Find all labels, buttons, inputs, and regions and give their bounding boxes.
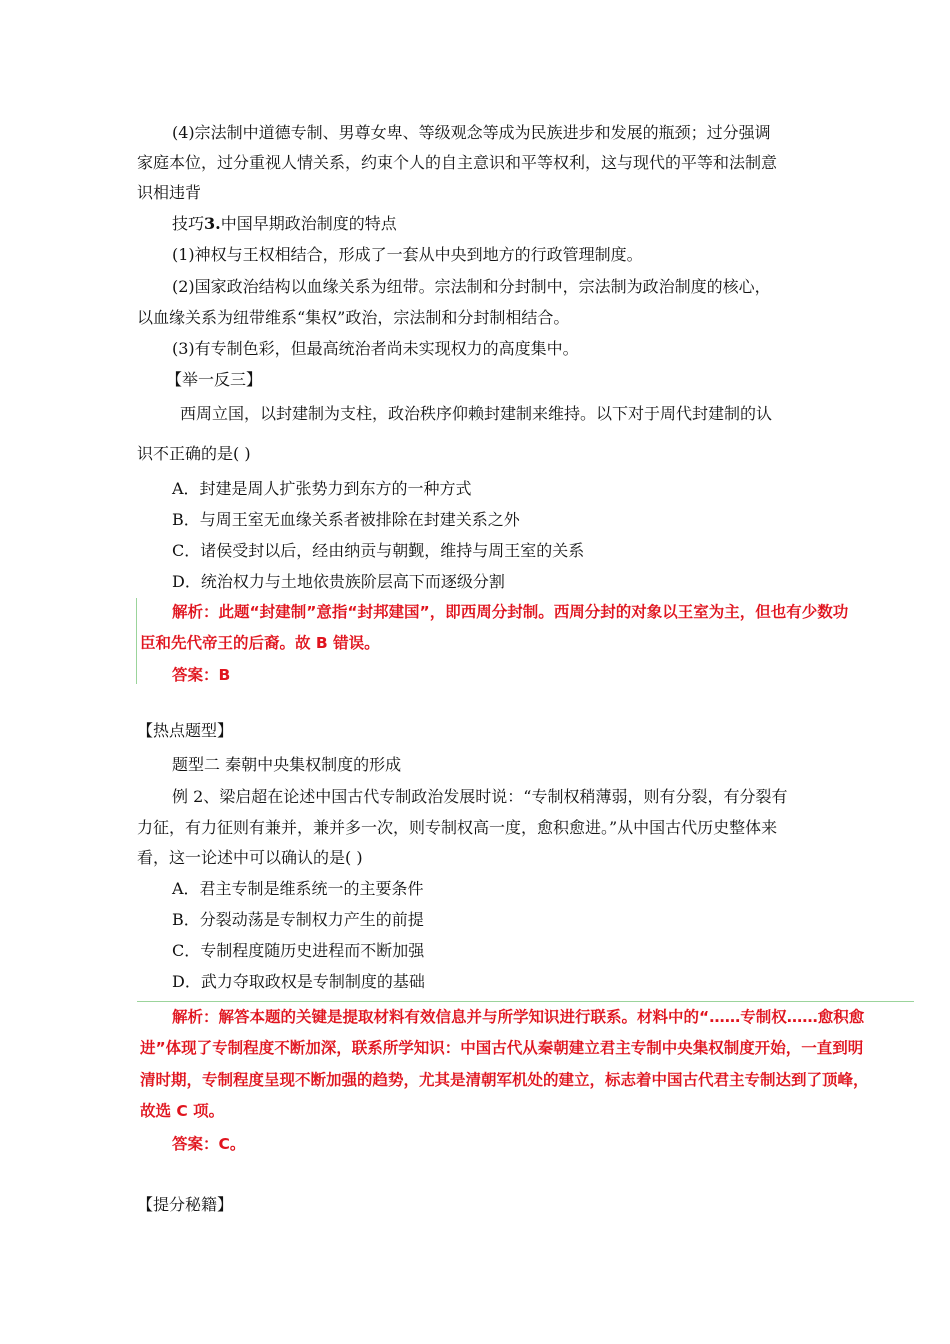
practice-option-b: B．与周王室无血缘关系者被排除在封建关系之外 <box>172 510 520 529</box>
practice-question-line-2: 识不正确的是( ) <box>137 444 251 463</box>
practice-heading: 【举一反三】 <box>166 370 263 389</box>
example-answer: 答案：C。 <box>172 1135 246 1153</box>
paragraph-4-line-3: 识相违背 <box>137 183 202 202</box>
skill-point-1: (1)神权与王权相结合，形成了一套从中央到地方的行政管理制度。 <box>172 245 643 264</box>
skill-3-number: 3. <box>204 214 221 233</box>
practice-answer: 答案：B <box>172 666 231 684</box>
example-line-1: 例 2、梁启超在论述中国古代专制政治发展时说：“专制权稍薄弱，则有分裂，有分裂有 <box>172 787 788 806</box>
practice-option-a: A．封建是周人扩张势力到东方的一种方式 <box>172 479 472 498</box>
example-line-2: 力征，有力征则有兼并，兼并多一次，则专制权高一度，愈积愈进。”从中国古代历史整体来 <box>137 818 778 837</box>
example-option-b: B．分裂动荡是专制权力产生的前提 <box>172 910 424 929</box>
skill-3-title: 中国早期政治制度的特点 <box>220 214 397 233</box>
example-option-d: D．武力夺取政权是专制制度的基础 <box>172 972 425 991</box>
skill-3-prefix: 技巧 <box>172 214 205 233</box>
analysis-marker-line <box>136 598 137 684</box>
example-line-3: 看，这一论述中可以确认的是( ) <box>137 848 363 867</box>
practice-option-c: C．诸侯受封以后，经由纳贡与朝觐，维持与周王室的关系 <box>172 541 585 560</box>
tips-heading: 【提分秘籍】 <box>137 1195 234 1214</box>
hot-topic-heading: 【热点题型】 <box>137 721 234 740</box>
analysis-separator-line <box>137 1001 914 1002</box>
question-type-title: 题型二 秦朝中央集权制度的形成 <box>172 755 402 774</box>
example-analysis-line-1: 解析：解答本题的关键是提取材料有效信息并与所学知识进行联系。材料中的“……专制权……愈积愈 <box>172 1008 865 1026</box>
practice-analysis-line-1: 解析：此题“封建制”意指“封邦建国”，即西周分封制。西周分封的对象以王室为主，但也有少数功 <box>172 603 849 621</box>
skill-point-2-line-2: 以血缘关系为纽带维系“集权”政治，宗法制和分封制相结合。 <box>137 308 570 327</box>
example-option-a: A．君主专制是维系统一的主要条件 <box>172 879 424 898</box>
practice-option-d: D．统治权力与土地依贵族阶层高下而逐级分割 <box>172 572 505 591</box>
paragraph-4-line-2: 家庭本位，过分重视人情关系，约束个人的自主意识和平等权利，这与现代的平等和法制意 <box>137 153 778 172</box>
practice-question-line-1: 西周立国，以封建制为支柱，政治秩序仰赖封建制来维持。以下对于周代封建制的认 <box>180 404 773 423</box>
example-analysis-line-3: 清时期，专制程度呈现不断加强的趋势，尤其是清朝军机处的建立，标志着中国古代君主专制达到了顶峰， <box>140 1071 869 1089</box>
paragraph-4-line-1: (4)宗法制中道德专制、男尊女卑、等级观念等成为民族进步和发展的瓶颈；过分强调 <box>172 123 771 142</box>
example-analysis-line-4: 故选 C 项。 <box>140 1102 225 1120</box>
skill-3-heading <box>172 213 397 235</box>
example-option-c: C．专制程度随历史进程而不断加强 <box>172 941 425 960</box>
example-analysis-line-2: 进”体现了专制程度不断加深，联系所学知识：中国古代从秦朝建立君主专制中央集权制度开始，一直到明 <box>140 1039 864 1057</box>
practice-analysis-line-2: 臣和先代帝王的后裔。故 B 错误。 <box>140 634 380 652</box>
skill-point-2-line-1: (2)国家政治结构以血缘关系为纽带。宗法制和分封制中，宗法制为政治制度的核心， <box>172 277 771 296</box>
skill-point-3: (3)有专制色彩，但最高统治者尚未实现权力的高度集中。 <box>172 339 579 358</box>
